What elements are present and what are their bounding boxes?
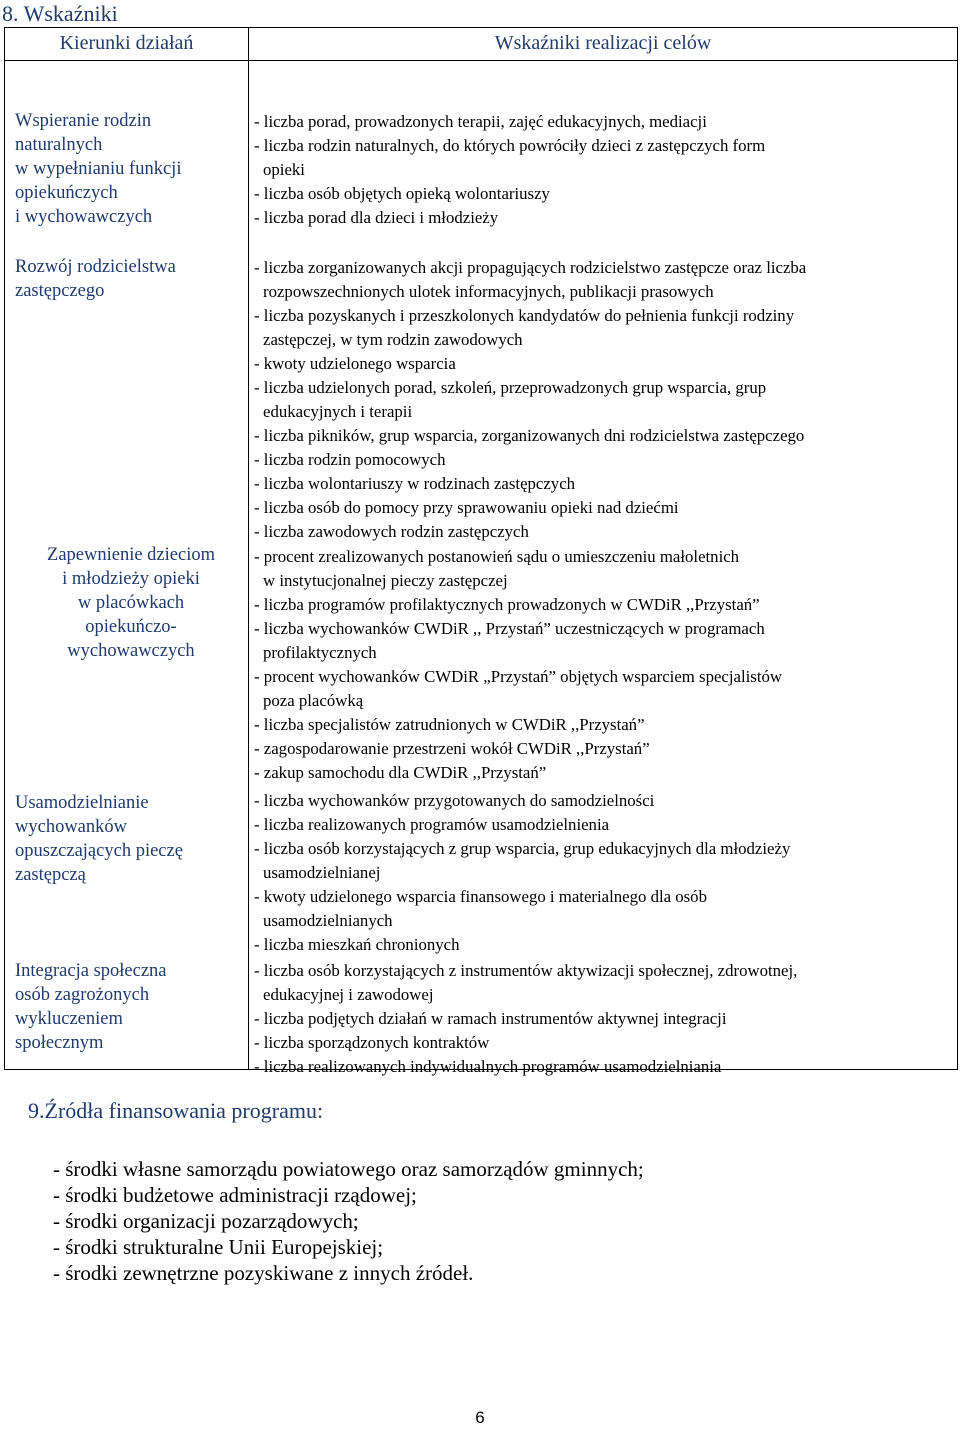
indicator-line: - liczba porad dla dzieci i młodzieży [254,208,499,227]
header-directions: Kierunki działań [5,28,249,61]
indicator-line: rozpowszechnionych ulotek informacyjnych, publikacji prasowych [263,282,714,301]
indicator-line: - liczba podjętych działań w ramach instrumentów aktywnej integracji [254,1009,727,1028]
indicator-line: edukacyjnej i zawodowej [263,985,434,1004]
indicator-line: - procent zrealizowanych postanowień sądu o umieszczeniu małoletnich [254,547,740,566]
indicator-line: - liczba programów profilaktycznych prowadzonych w CWDiR ,,Przystań” [254,595,760,614]
direction-independence: Usamodzielnianie wychowanków opuszczających pieczę zastępczą [15,793,183,885]
section-title: 8. Wskaźniki [2,1,118,26]
direction-family-support: Wspieranie rodzin naturalnych w wypełnianiu funkcji opiekuńczych i wychowawczych [15,111,182,227]
indicator-line: poza placówką [263,691,364,710]
indicator-line: - liczba rodzin naturalnych, do których powróciły dzieci z zastępczych form [254,136,766,155]
indicator-line: - liczba specjalistów zatrudnionych w CWDiR ,,Przystań” [254,715,645,734]
financing-item: - środki własne samorządu powiatowego oraz samorządów gminnych; [53,1157,644,1181]
table-row [5,61,958,1070]
financing-item: - środki strukturalne Unii Europejskiej; [53,1235,384,1259]
indicator-line: - liczba pikników, grup wsparcia, zorganizowanych dni rodzicielstwa zastępczego [254,426,805,445]
indicator-line: - kwoty udzielonego wsparcia finansowego i materialnego dla osób [254,887,707,906]
financing-list [53,1156,644,1286]
indicator-line: usamodzielnianych [263,911,393,930]
indicator-line: - liczba wychowanków CWDiR ,, Przystań” uczestniczących w programach [254,619,765,638]
indicator-line: - liczba zawodowych rodzin zastępczych [254,522,529,541]
indicator-line: - liczba pozyskanych i przeszkolonych kandydatów do pełnienia funkcji rodziny [254,306,795,325]
indicator-line: opieki [263,160,305,179]
indicator-line: - liczba sporządzonych kontraktów [254,1033,490,1052]
indicator-line: - zagospodarowanie przestrzeni wokół CWDiR ,,Przystań” [254,739,650,758]
financing-title: 9.Źródła finansowania programu: [28,1098,324,1123]
financing-item: - środki zewnętrzne pozyskiwane z innych źródeł. [53,1261,474,1285]
indicator-line: - liczba osób do pomocy przy sprawowaniu opieki nad dziećmi [254,498,679,517]
header-indicators: Wskaźniki realizacji celów [249,28,958,61]
financing-item: - środki budżetowe administracji rządowej; [53,1183,417,1207]
indicator-line: - kwoty udzielonego wsparcia [254,354,456,373]
indicator-line: - liczba mieszkań chronionych [254,935,460,954]
direction-social-integration: Integracja społeczna osób zagrożonych wykluczeniem społecznym [15,961,167,1053]
indicator-line: - zakup samochodu dla CWDiR ,,Przystań” [254,763,547,782]
indicator-line: - liczba osób objętych opieką wolontariuszy [254,184,550,203]
indicator-line: zastępczej, w tym rodzin zawodowych [263,330,523,349]
indicator-line: profilaktycznych [263,643,377,662]
indicators-table [4,27,958,1076]
financing-item: - środki organizacji pozarządowych; [53,1209,359,1233]
direction-foster-parenting: Rozwój rodzicielstwa zastępczego [15,257,176,301]
directions-cell [5,61,249,1070]
direction-care-institutions: Zapewnienie dzieciom i młodzieży opieki w placówkach opiekuńczo- wychowawczych [47,545,215,661]
indicator-line: - liczba zorganizowanych akcji propagujących rodzicielstwo zastępcze oraz liczba [254,258,807,277]
indicator-line: w instytucjonalnej pieczy zastępczej [263,571,508,590]
indicator-line: - liczba wolontariuszy w rodzinach zastępczych [254,474,576,493]
indicator-line: - liczba realizowanych indywidualnych programów usamodzielniania [254,1057,722,1076]
indicator-line: - liczba rodzin pomocowych [254,450,446,469]
table-header-row [5,28,958,61]
indicators-cell [249,61,958,1076]
indicator-line: - liczba osób korzystających z instrumentów aktywizacji społecznej, zdrowotnej, [254,961,798,980]
indicator-line: usamodzielnianej [263,863,381,882]
indicator-line: - liczba porad, prowadzonych terapii, zajęć edukacyjnych, mediacji [254,112,707,131]
indicator-line: - liczba realizowanych programów usamodzielnienia [254,815,610,834]
indicator-line: edukacyjnych i terapii [263,402,413,421]
indicator-line: - liczba osób korzystających z grup wsparcia, grup edukacyjnych dla młodzieży [254,839,791,858]
indicator-line: - liczba wychowanków przygotowanych do samodzielności [254,791,655,810]
indicator-line: - procent wychowanków CWDiR „Przystań” objętych wsparciem specjalistów [254,667,782,686]
indicator-line: - liczba udzielonych porad, szkoleń, przeprowadzonych grup wsparcia, grup [254,378,767,397]
page-number: 6 [475,1408,485,1427]
